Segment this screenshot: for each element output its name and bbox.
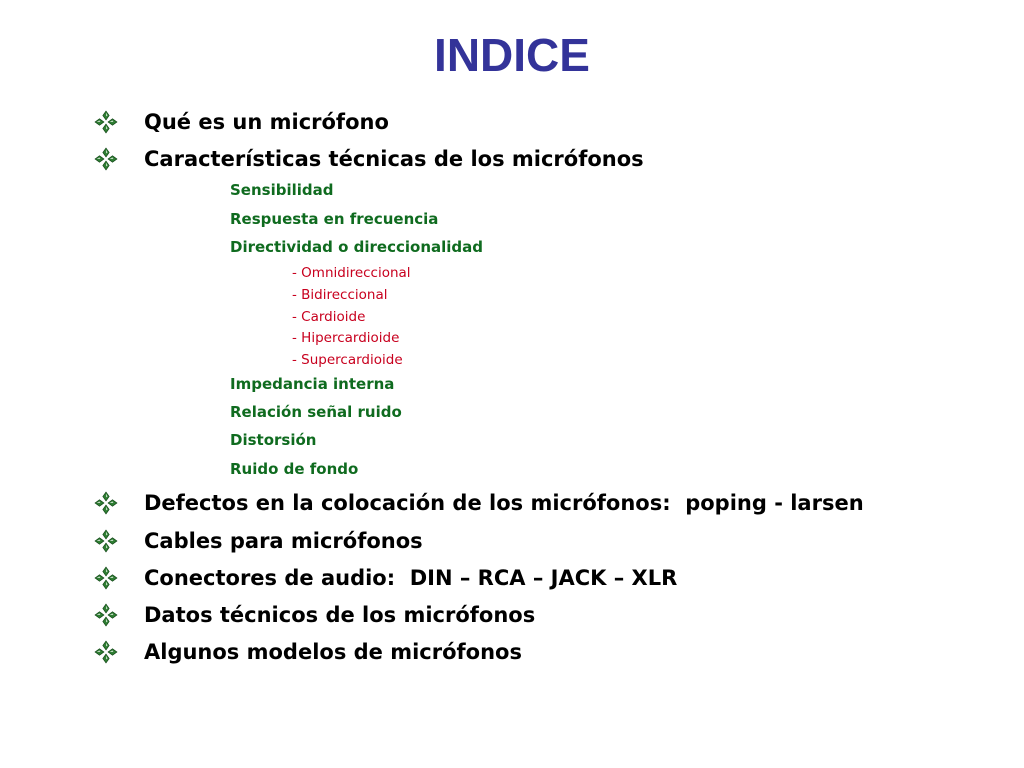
sub-item: Impedancia interna [230,375,395,393]
sub-item: Relación señal ruido [230,403,402,421]
four-diamond-icon [94,529,118,553]
list-item [94,566,677,590]
list-item-label: Conectores de audio: DIN – RCA – JACK – XLR [144,566,678,590]
four-diamond-icon [94,603,118,627]
list-item-label: Datos técnicos de los micrófonos [144,603,536,627]
directivity-item: - Omnidireccional [292,265,411,281]
list-item-label: Qué es un micrófono [144,110,389,134]
directivity-item: - Supercardioide [292,352,403,368]
four-diamond-icon [94,110,118,134]
sub-item: Ruido de fondo [230,460,359,478]
directivity-item: - Cardioide [292,309,366,325]
list-item [94,110,389,134]
sub-item: Sensibilidad [230,181,334,199]
list-item [94,640,522,664]
four-diamond-icon [94,640,118,664]
list-item [94,529,423,553]
list-item-label: Defectos en la colocación de los micrófonos: poping - larsen [144,491,864,515]
directivity-item: - Hipercardioide [292,330,400,346]
four-diamond-icon [94,491,118,515]
directivity-item: - Bidireccional [292,287,388,303]
list-item [94,491,864,515]
list-item-label: Algunos modelos de micrófonos [144,640,522,664]
four-diamond-icon [94,566,118,590]
list-item [94,147,644,171]
list-item-label: Características técnicas de los micrófonos [144,147,644,171]
sub-item: Respuesta en frecuencia [230,210,439,228]
sub-item: Distorsión [230,431,317,449]
four-diamond-icon [94,147,118,171]
list-item-label: Cables para micrófonos [144,529,423,553]
list-item [94,603,535,627]
page-title: INDICE [434,29,590,81]
sub-item: Directividad o direccionalidad [230,238,483,256]
